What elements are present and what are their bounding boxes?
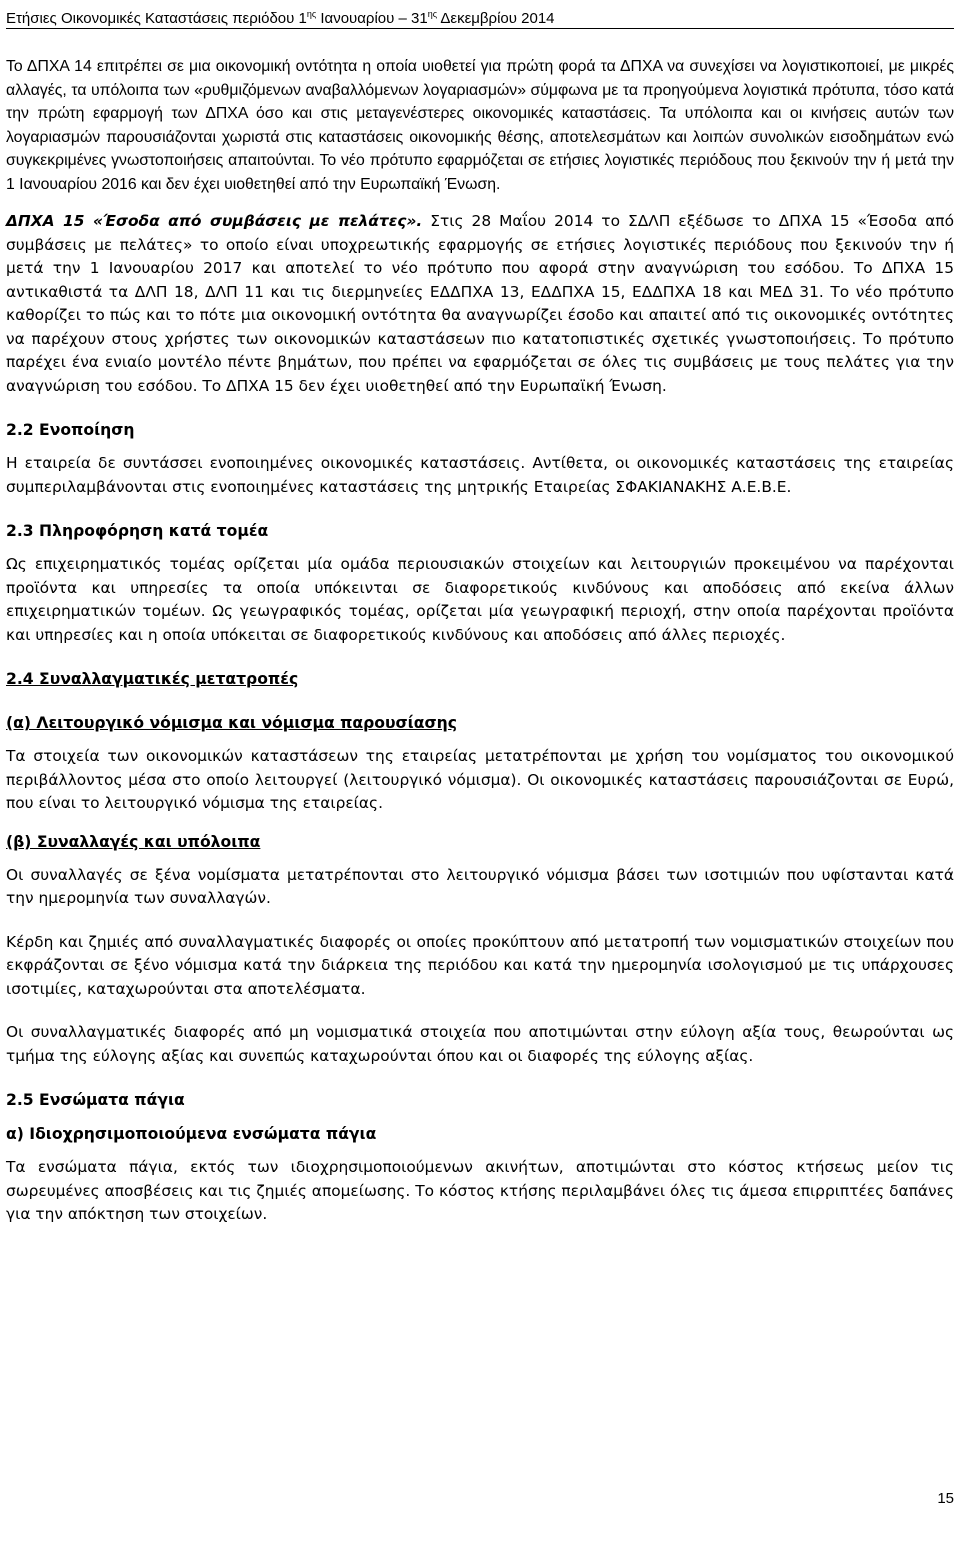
section-2-4b-text-1: Οι συναλλαγές σε ξένα νομίσματα μετατρέπονται στο λειτουργικό νόμισμα βάσει των ισοτιμιών που υφίστανται κατά την ημερομηνία των συναλλαγών. (6, 865, 954, 907)
section-2-3-text: Ως επιχειρηματικός τομέας ορίζεται μία ομάδα περιουσιακών στοιχείων και λειτουργιών προκειμένου να παρέχονται προϊόντα και υπηρεσίες τα οποία υπόκεινται σε διαφορετικούς κινδύνους και αποδόσεις από εκείνα άλλων επιχειρηματικών τομέων. Ως γεωγραφικός τομέας, ορίζεται μία γεωγραφική περιοχή, στην οποία παρέχονται προϊόντα και υπηρεσίες και η οποία υπόκειται σε διαφορετικούς κινδύνους και αποδόσεις από άλλες περιοχές. (6, 555, 954, 644)
header-text-1: Ετήσιες Οικονομικές Καταστάσεις περιόδου 1 (6, 10, 307, 27)
section-2-4-title: 2.4 Συναλλαγματικές μετατροπές (6, 670, 299, 688)
section-2-4b-text-2: Κέρδη και ζημιές από συναλλαγματικές διαφορές οι οποίες προκύπτουν από μετατροπή των νομισματικών στοιχείων που εκφράζονται σε ξένο νόμισμα κατά την διάρκεια της περιόδου και κατά την ημερομηνία ισολογισμού με τις υπάρχουσες ισοτιμίες, καταχωρούνται στα αποτελέσματα. (6, 932, 954, 998)
page-header (6, 4, 954, 29)
section-2-5-title: 2.5 Ενσώματα πάγια (6, 1091, 185, 1109)
section-2-2-text: Η εταιρεία δε συντάσσει ενοποιημένες οικονομικές καταστάσεις. Αντίθετα, οι οικονομικές καταστάσεις της εταιρείας συμπεριλαμβάνονται στις ενοποιημένες καταστάσεις της μητρικής Εταιρείας ΣΦΑΚΙΑΝΑΚΗΣ Α.Ε.Β.Ε. (6, 454, 954, 496)
header-sup-1: ης (306, 9, 317, 19)
dpxa15-title: ΔΠΧΑ 15 «Έσοδα από συμβάσεις με πελάτες». (6, 212, 423, 230)
section-2-4b-text-3: Οι συναλλαγματικές διαφορές από μη νομισματικά στοιχεία που αποτιμώνται στην εύλογη αξία τους, θεωρούνται ως τμήμα της εύλογης αξίας και συνεπώς καταχωρούνται όπου και οι διαφορές της εύλογης αξίας. (6, 1023, 954, 1065)
header-sup-2: ης (427, 9, 438, 19)
section-2-4a-text: Τα στοιχεία των οικονομικών καταστάσεων της εταιρείας μετατρέπονται με χρήση του νομίσματος του οικονομικού περιβάλλοντος μέσα στο οποίο λειτουργεί (λειτουργικό νόμισμα). Οι οικονομικές καταστάσεις παρουσιάζονται σε Ευρώ, που είναι το λειτουργικό νόμισμα της εταιρείας. (6, 747, 954, 812)
section-2-5a-text: Τα ενσώματα πάγια, εκτός των ιδιοχρησιμοποιούμενων ακινήτων, αποτιμώνται στο κόστος κτήσεως μείον τις σωρευμένες αποσβέσεις και τις ζημιές απομείωσης. Το κόστος κτήσης περιλαμβάνει όλες τις άμεσα επιρριπτέες δαπάνες για την απόκτηση των στοιχείων. (6, 1158, 954, 1223)
page-number: 15 (937, 1490, 954, 1507)
paragraph-dpxa15 (6, 210, 954, 398)
header-text-3: Δεκεμβρίου 2014 (437, 10, 555, 27)
section-2-4a-title: (α) Λειτουργικό νόμισμα και νόμισμα παρουσίασης (6, 714, 457, 732)
document-body (6, 55, 954, 1227)
section-2-4b-title: (β) Συναλλαγές και υπόλοιπα (6, 832, 261, 851)
header-text-2: Ιανουαρίου – 31 (316, 10, 428, 27)
section-2-3-title: 2.3 Πληροφόρηση κατά τομέα (6, 522, 269, 540)
paragraph-dpxa14: Το ΔΠΧΑ 14 επιτρέπει σε μια οικονομική οντότητα η οποία υιοθετεί για πρώτη φορά τα ΔΠΧΑ να συνεχίσει να λογιστικοποιεί, με μικρές αλλαγές, τα υπόλοιπα των «ρυθμιζόμενων αναβαλλόμενων λογαριασμών» σύμφωνα με τα προηγούμενα λογιστικά πρότυπα, τόσο κατά την πρώτη εφαρμογή των ΔΠΧΑ όσο και στις μεταγενέστερες οικονομικές καταστάσεις. Τα υπόλοιπα και οι κινήσεις αυτών των λογαριασμών παρουσιάζονται χωριστά στις καταστάσεις οικονομικής θέσης, αποτελεσμάτων και λοιπών συνολικών εισοδημάτων ενώ συγκεκριμένες γνωστοποιήσεις απαιτούνται. Το νέο πρότυπο εφαρμόζεται σε ετήσιες λογιστικές περιόδους που ξεκινούν την ή μετά την 1 Ιανουαρίου 2016 και δεν έχει υιοθετηθεί από την Ευρωπαϊκή Ένωση. (6, 58, 954, 193)
section-2-5a-title: α) Ιδιοχρησιμοποιούμενα ενσώματα πάγια (6, 1125, 377, 1143)
dpxa15-text: Στις 28 Μαΐου 2014 το ΣΔΛΠ εξέδωσε το ΔΠΧΑ 15 «Έσοδα από συμβάσεις με πελάτες» το οποίο είναι υποχρεωτικής εφαρμογής σε ετήσιες λογιστικές περιόδους που ξεκινούν την ή μετά την 1 Ιανουαρίου 2017 και αποτελεί το νέο πρότυπο που αφορά στην αναγνώριση του εσόδου. Το ΔΠΧΑ 15 αντικαθιστά τα ΔΛΠ 18, ΔΛΠ 11 και τις διερμηνείες ΕΔΔΠΧΑ 13, ΕΔΔΠΧΑ 15, ΕΔΔΠΧΑ 18 και ΜΕΔ 31. Το νέο πρότυπο καθορίζει το πώς και το πότε μια οικονομική οντότητα θα αναγνωρίζει έσοδο και απαιτεί από τις οικονομικές οντότητες να παρέχουν στους χρήστες των οικονομικών καταστάσεων πιο κατατοπιστικές σχετικές γνωστοποιήσεις. Το πρότυπο παρέχει ένα ενιαίο μοντέλο πέντε βημάτων, που πρέπει να εφαρμόζεται σε όλες τις συμβάσεις με τους πελάτες για την αναγνώριση του εσόδου. Το ΔΠΧΑ 15 δεν έχει υιοθετηθεί από την Ευρωπαϊκή Ένωση. (6, 212, 954, 395)
section-2-2-title: 2.2 Ενοποίηση (6, 421, 135, 439)
